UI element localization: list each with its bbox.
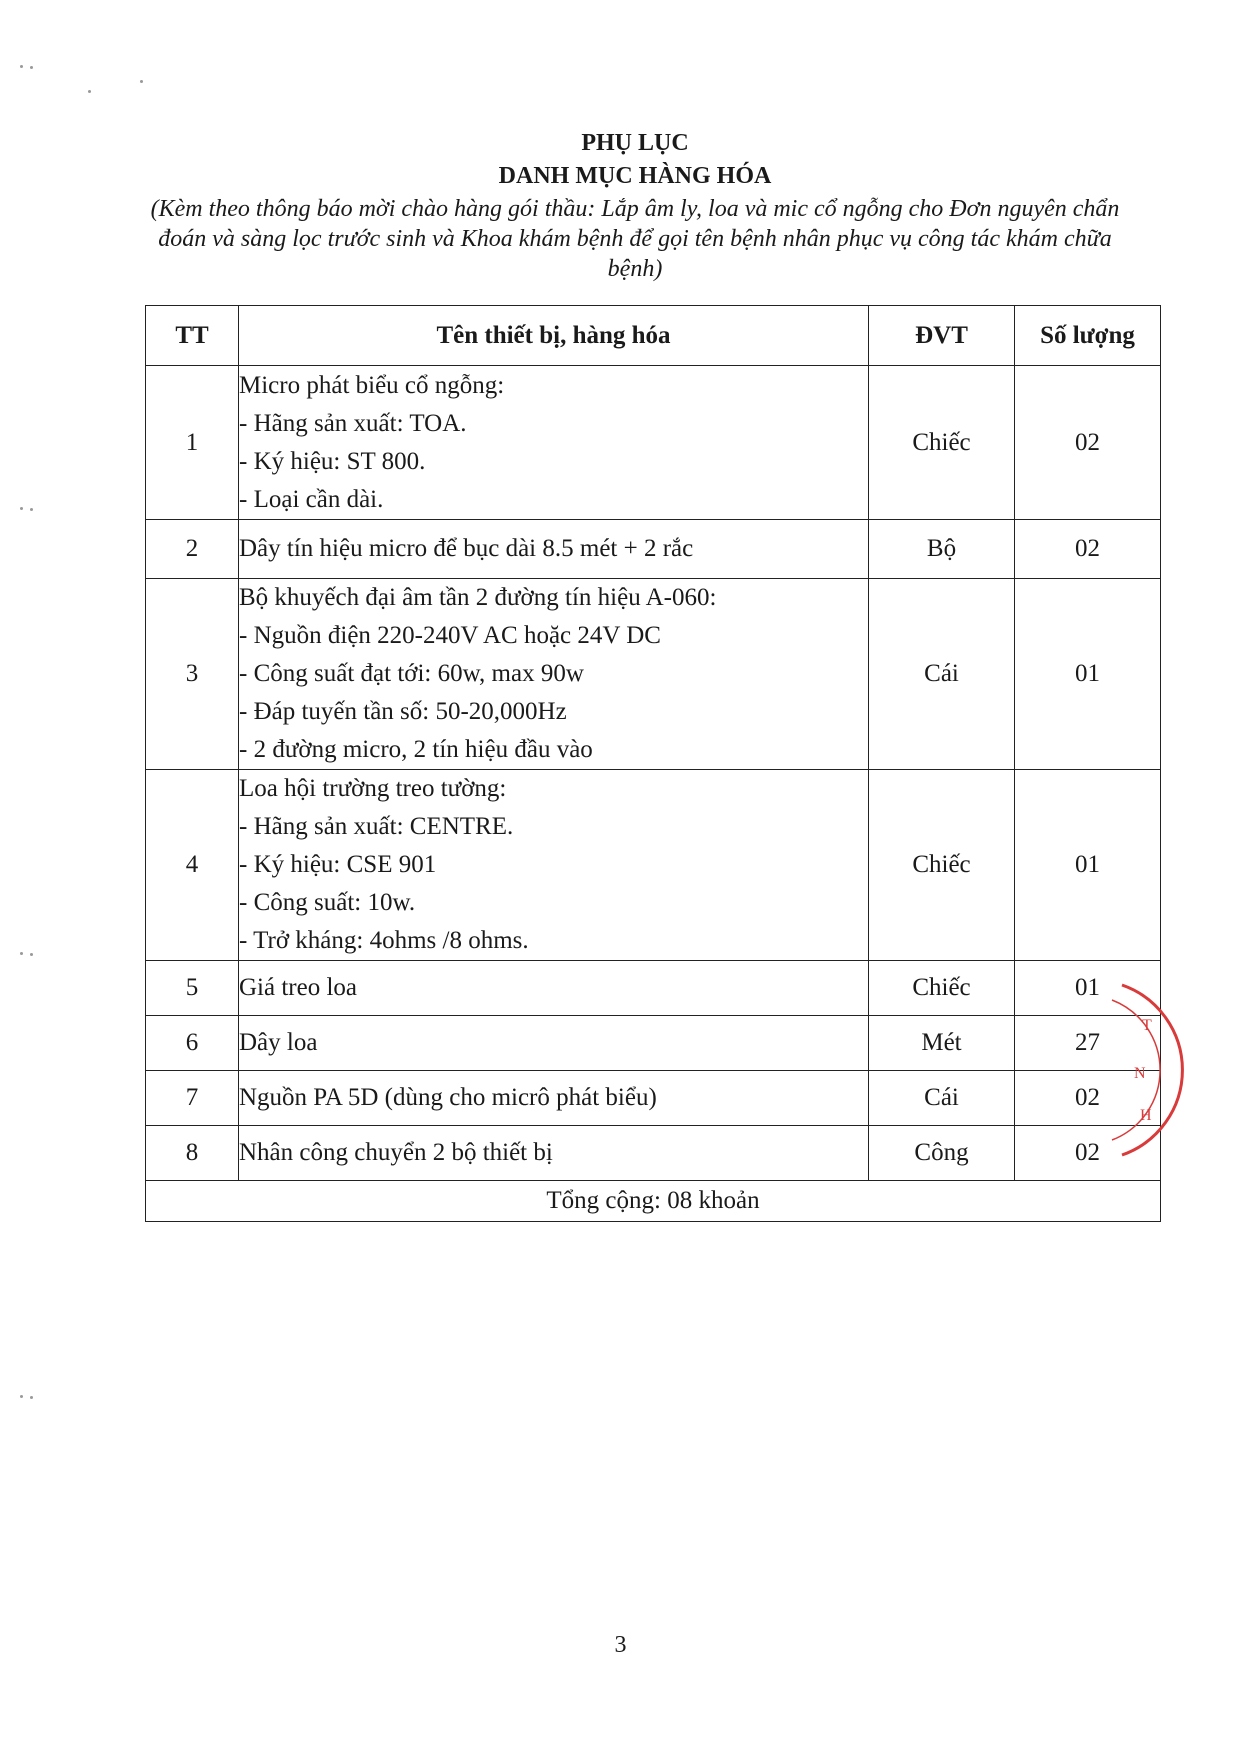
table-row bbox=[146, 961, 1161, 1016]
cell-tt: 7 bbox=[146, 1071, 239, 1126]
cell-name bbox=[239, 1071, 869, 1126]
cell-tt: 8 bbox=[146, 1126, 239, 1181]
item-line: - 2 đường micro, 2 tín hiệu đầu vào bbox=[239, 736, 593, 763]
page-number: 3 bbox=[614, 1632, 627, 1658]
header-tt: TT bbox=[146, 306, 239, 366]
cell-quantity: 02 bbox=[1015, 1071, 1161, 1126]
cell-quantity: 01 bbox=[1015, 579, 1161, 770]
goods-table bbox=[145, 305, 1161, 1222]
scan-mark bbox=[30, 508, 33, 511]
header-quantity: Số lượng bbox=[1015, 306, 1161, 366]
table-header-row bbox=[146, 306, 1161, 366]
stamp-letter: T bbox=[1142, 1017, 1152, 1034]
total-row bbox=[146, 1181, 1161, 1222]
cell-name bbox=[239, 366, 869, 520]
scan-mark bbox=[20, 1395, 23, 1398]
item-line: Loa hội trường treo tường: bbox=[239, 775, 507, 802]
cell-unit: Cái bbox=[869, 579, 1015, 770]
cell-unit: Bộ bbox=[869, 520, 1015, 579]
cell-unit: Chiếc bbox=[869, 366, 1015, 520]
cell-tt: 4 bbox=[146, 770, 239, 961]
scan-mark bbox=[20, 952, 23, 955]
table-row bbox=[146, 1071, 1161, 1126]
cell-name bbox=[239, 579, 869, 770]
item-line: - Công suất đạt tới: 60w, max 90w bbox=[239, 660, 584, 687]
cell-name bbox=[239, 1016, 869, 1071]
cell-quantity: 27 bbox=[1015, 1016, 1161, 1071]
scan-mark bbox=[30, 1396, 33, 1399]
cell-tt: 3 bbox=[146, 579, 239, 770]
cell-name bbox=[239, 770, 869, 961]
item-line: - Hãng sản xuất: CENTRE. bbox=[239, 813, 514, 840]
cell-name bbox=[239, 520, 869, 579]
item-line: - Nguồn điện 220-240V AC hoặc 24V DC bbox=[239, 622, 661, 649]
cell-name bbox=[239, 1126, 869, 1181]
document-subtitle: (Kèm theo thông báo mời chào hàng gói thầu: Lắp âm ly, loa và mic cổ ngỗng cho Đơn nguyên chẩn đoán và sàng lọc trước sinh và Khoa khám bệnh để gọi tên bệnh nhân phục vụ công tác khám chữa bệnh) bbox=[150, 196, 1120, 282]
item-line: Nhân công chuyển 2 bộ thiết bị bbox=[239, 1139, 553, 1166]
cell-quantity: 01 bbox=[1015, 770, 1161, 961]
cell-unit: Chiếc bbox=[869, 961, 1015, 1016]
item-line: - Đáp tuyến tần số: 50-20,000Hz bbox=[239, 698, 567, 725]
cell-tt: 6 bbox=[146, 1016, 239, 1071]
cell-quantity: 01 bbox=[1015, 961, 1161, 1016]
table-row bbox=[146, 366, 1161, 520]
item-line: - Công suất: 10w. bbox=[239, 889, 416, 916]
cell-tt: 1 bbox=[146, 366, 239, 520]
table-row bbox=[146, 579, 1161, 770]
header-name: Tên thiết bị, hàng hóa bbox=[239, 306, 869, 366]
document-header bbox=[140, 128, 1130, 284]
item-line: Bộ khuyếch đại âm tần 2 đường tín hiệu A-060: bbox=[239, 584, 717, 611]
scan-mark bbox=[140, 80, 143, 83]
appendix-title: PHỤ LỤC bbox=[581, 130, 689, 156]
cell-unit: Công bbox=[869, 1126, 1015, 1181]
item-line: - Trở kháng: 4ohms /8 ohms. bbox=[239, 927, 529, 954]
scan-mark bbox=[30, 66, 33, 69]
item-line: - Ký hiệu: CSE 901 bbox=[239, 851, 437, 878]
cell-name bbox=[239, 961, 869, 1016]
cell-tt: 2 bbox=[146, 520, 239, 579]
item-line: Giá treo loa bbox=[239, 974, 358, 1001]
table-row bbox=[146, 1016, 1161, 1071]
table-row bbox=[146, 1126, 1161, 1181]
item-line: Dây loa bbox=[239, 1029, 318, 1056]
stamp-letter: H bbox=[1140, 1107, 1152, 1124]
item-line: - Ký hiệu: ST 800. bbox=[239, 447, 426, 475]
scan-mark bbox=[88, 90, 91, 93]
list-title: DANH MỤC HÀNG HÓA bbox=[498, 163, 772, 189]
item-line: Micro phát biểu cổ ngỗng: bbox=[239, 371, 505, 399]
table-row bbox=[146, 770, 1161, 961]
cell-unit: Cái bbox=[869, 1071, 1015, 1126]
item-line: Nguồn PA 5D (dùng cho micrô phát biểu) bbox=[239, 1084, 657, 1111]
table-row bbox=[146, 520, 1161, 579]
cell-quantity: 02 bbox=[1015, 520, 1161, 579]
red-stamp-seal bbox=[1102, 970, 1202, 1170]
cell-quantity: 02 bbox=[1015, 1126, 1161, 1181]
scan-mark bbox=[20, 65, 23, 68]
cell-unit: Chiếc bbox=[869, 770, 1015, 961]
cell-quantity: 02 bbox=[1015, 366, 1161, 520]
cell-unit: Mét bbox=[869, 1016, 1015, 1071]
item-line: - Loại cần dài. bbox=[239, 485, 384, 513]
scan-mark bbox=[20, 507, 23, 510]
item-line: Dây tín hiệu micro để bục dài 8.5 mét + 2 rắc bbox=[239, 535, 694, 562]
cell-tt: 5 bbox=[146, 961, 239, 1016]
header-unit: ĐVT bbox=[869, 306, 1015, 366]
stamp-letter: N bbox=[1134, 1065, 1146, 1082]
total-cell: Tổng cộng: 08 khoản bbox=[146, 1181, 1161, 1222]
scan-mark bbox=[30, 953, 33, 956]
item-line: - Hãng sản xuất: TOA. bbox=[239, 409, 467, 437]
